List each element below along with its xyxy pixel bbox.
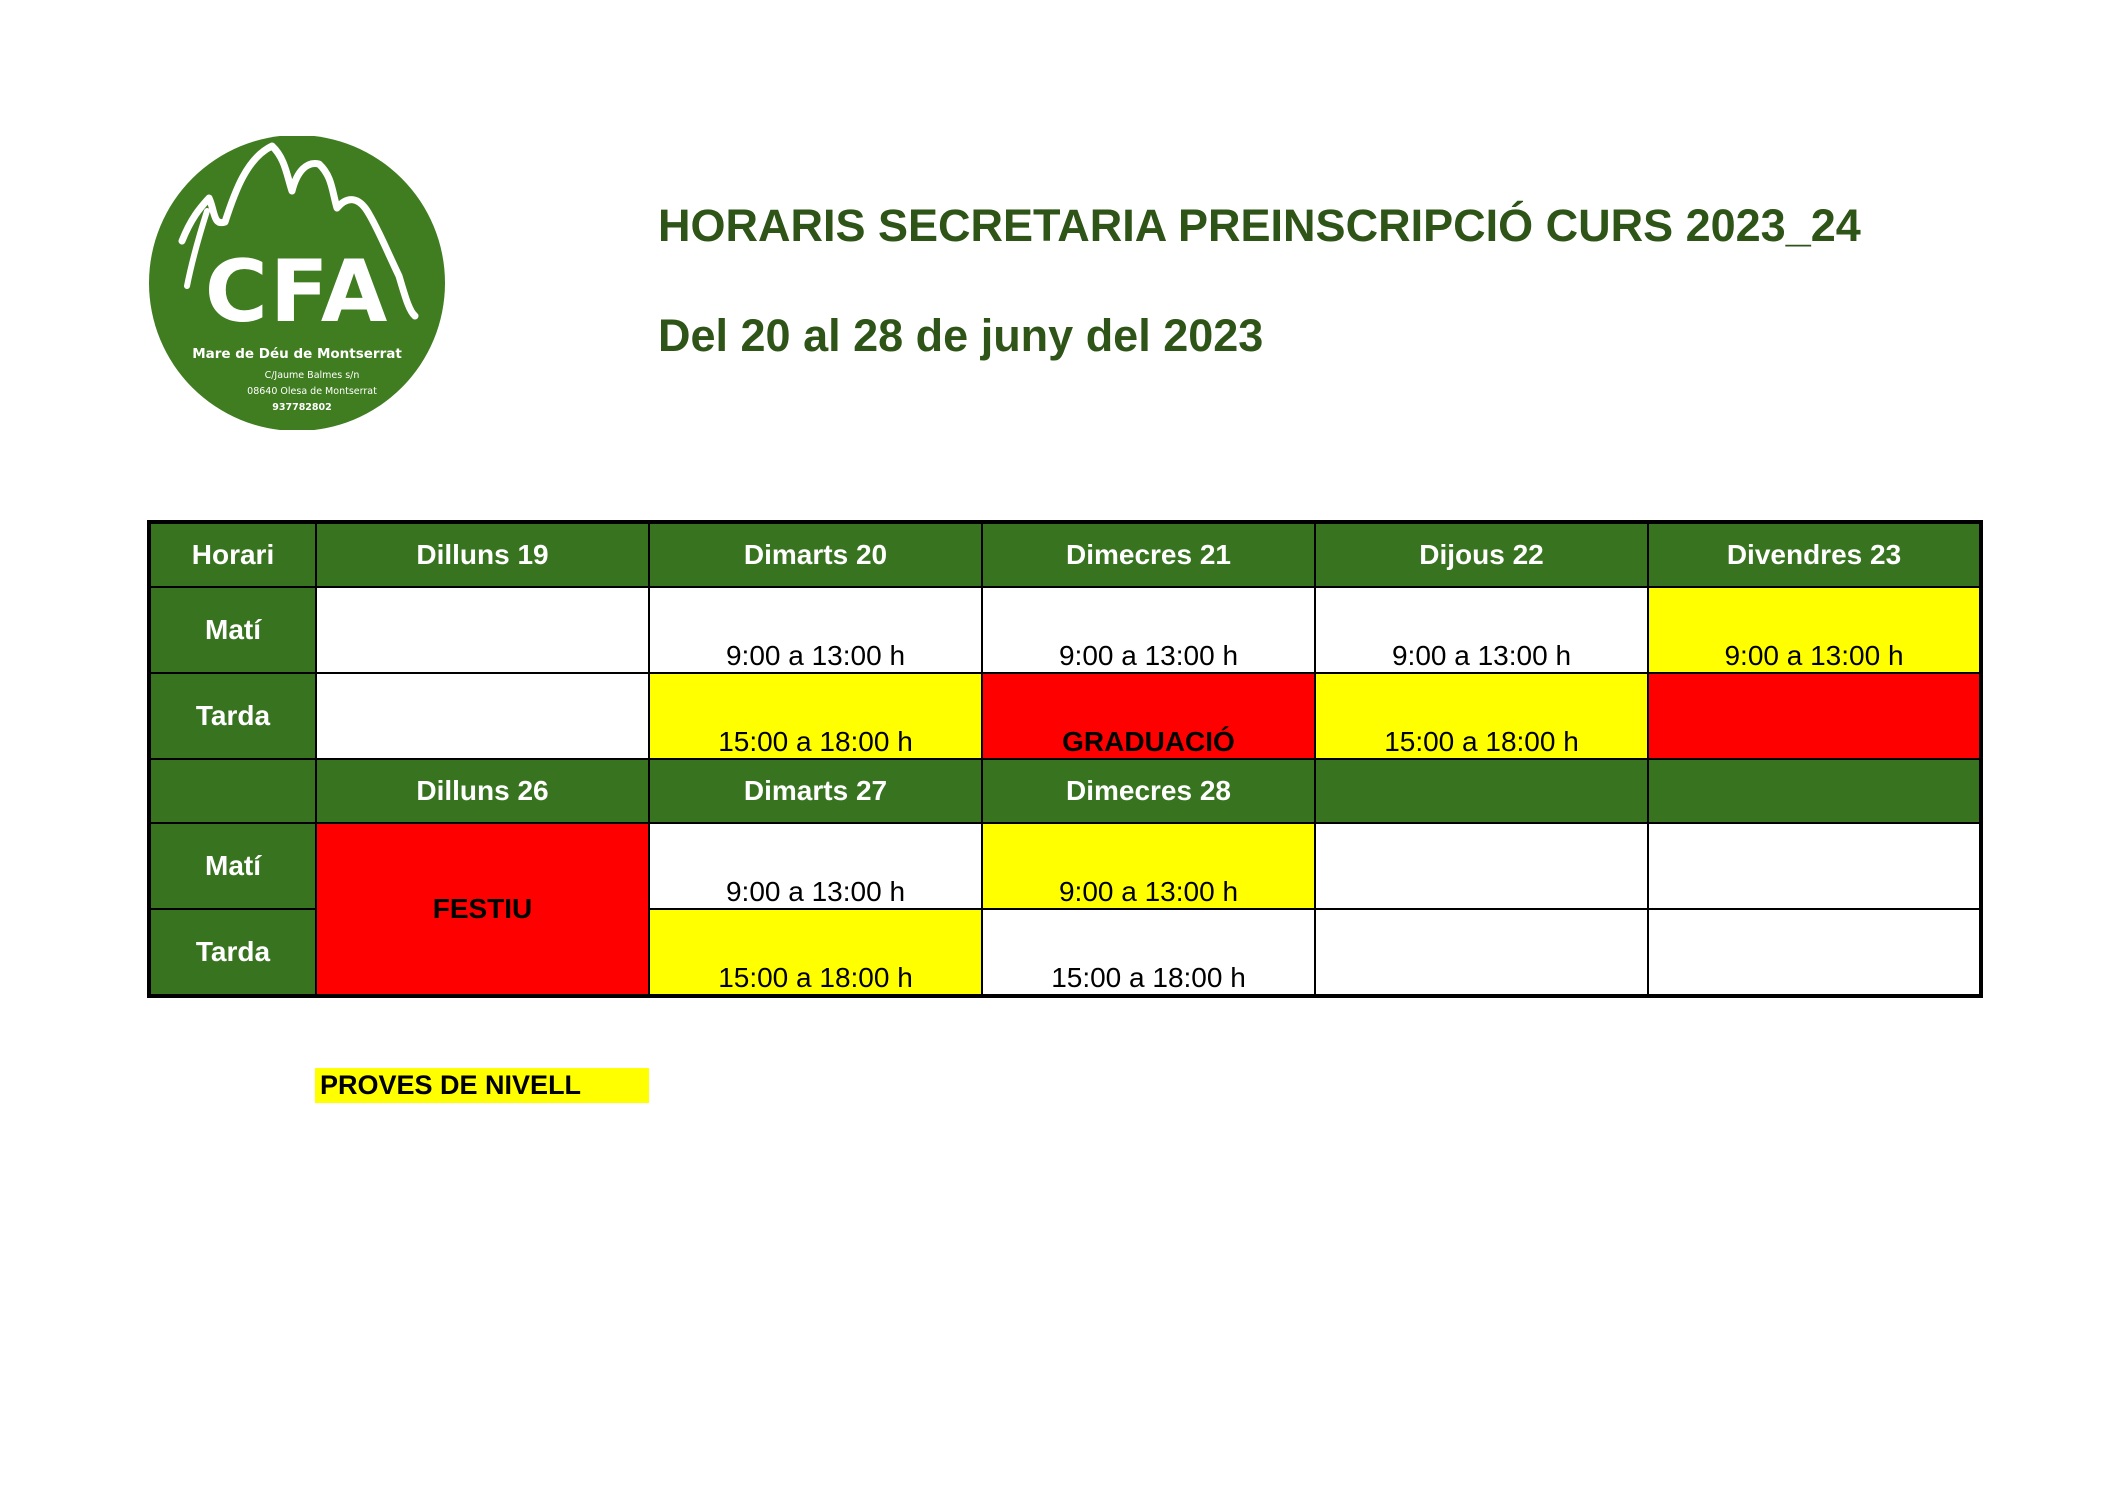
schedule-cell: 15:00 a 18:00 h xyxy=(982,909,1315,996)
level-test-cell: 15:00 a 18:00 h xyxy=(1315,673,1648,759)
graduation-cell: GRADUACIÓ xyxy=(982,673,1315,759)
level-test-cell: 15:00 a 18:00 h xyxy=(649,673,982,759)
logo-phone: 937782802 xyxy=(272,402,332,413)
afternoon-label: Tarda xyxy=(149,673,316,759)
schedule-cell xyxy=(316,587,649,673)
afternoon-label: Tarda xyxy=(149,909,316,996)
logo-initials: CFA xyxy=(204,242,390,342)
school-logo xyxy=(147,136,447,430)
corner-header xyxy=(149,759,316,823)
schedule-cell xyxy=(316,673,649,759)
level-test-cell: 15:00 a 18:00 h xyxy=(649,909,982,996)
schedule-table xyxy=(147,520,1983,998)
page-title: HORARIS SECRETARIA PREINSCRIPCIÓ CURS 2023_24 xyxy=(658,200,1861,251)
corner-header: Horari xyxy=(149,522,316,587)
schedule-cell xyxy=(1315,909,1648,996)
morning-label: Matí xyxy=(149,823,316,909)
schedule-cell xyxy=(1315,823,1648,909)
week2-header-row xyxy=(149,759,1981,823)
schedule-cell: 9:00 a 13:00 h xyxy=(1315,587,1648,673)
schedule-cell xyxy=(1648,909,1981,996)
page-subtitle: Del 20 al 28 de juny del 2023 xyxy=(658,310,1264,361)
schedule-cell: 9:00 a 13:00 h xyxy=(649,823,982,909)
day-header: Dimarts 27 xyxy=(649,759,982,823)
day-header: Divendres 23 xyxy=(1648,522,1981,587)
day-header xyxy=(1648,759,1981,823)
day-header: Dilluns 19 xyxy=(316,522,649,587)
week1-afternoon-row xyxy=(149,673,1981,759)
logo-name: Mare de Déu de Montserrat xyxy=(192,346,402,362)
day-header xyxy=(1315,759,1648,823)
legend-level-tests: PROVES DE NIVELL xyxy=(315,1068,649,1103)
week2-morning-row xyxy=(149,823,1981,909)
level-test-cell: 9:00 a 13:00 h xyxy=(982,823,1315,909)
day-header: Dijous 22 xyxy=(1315,522,1648,587)
holiday-cell xyxy=(1648,673,1981,759)
schedule-cell: 9:00 a 13:00 h xyxy=(649,587,982,673)
logo-city: 08640 Olesa de Montserrat xyxy=(247,386,377,397)
schedule-cell: 9:00 a 13:00 h xyxy=(982,587,1315,673)
day-header: Dimecres 21 xyxy=(982,522,1315,587)
day-header: Dilluns 26 xyxy=(316,759,649,823)
day-header: Dimarts 20 xyxy=(649,522,982,587)
week1-header-row xyxy=(149,522,1981,587)
day-header: Dimecres 28 xyxy=(982,759,1315,823)
holiday-cell: FESTIU xyxy=(316,823,649,996)
schedule-cell xyxy=(1648,823,1981,909)
level-test-cell: 9:00 a 13:00 h xyxy=(1648,587,1981,673)
week1-morning-row xyxy=(149,587,1981,673)
logo-address: C/Jaume Balmes s/n xyxy=(264,370,360,381)
morning-label: Matí xyxy=(149,587,316,673)
